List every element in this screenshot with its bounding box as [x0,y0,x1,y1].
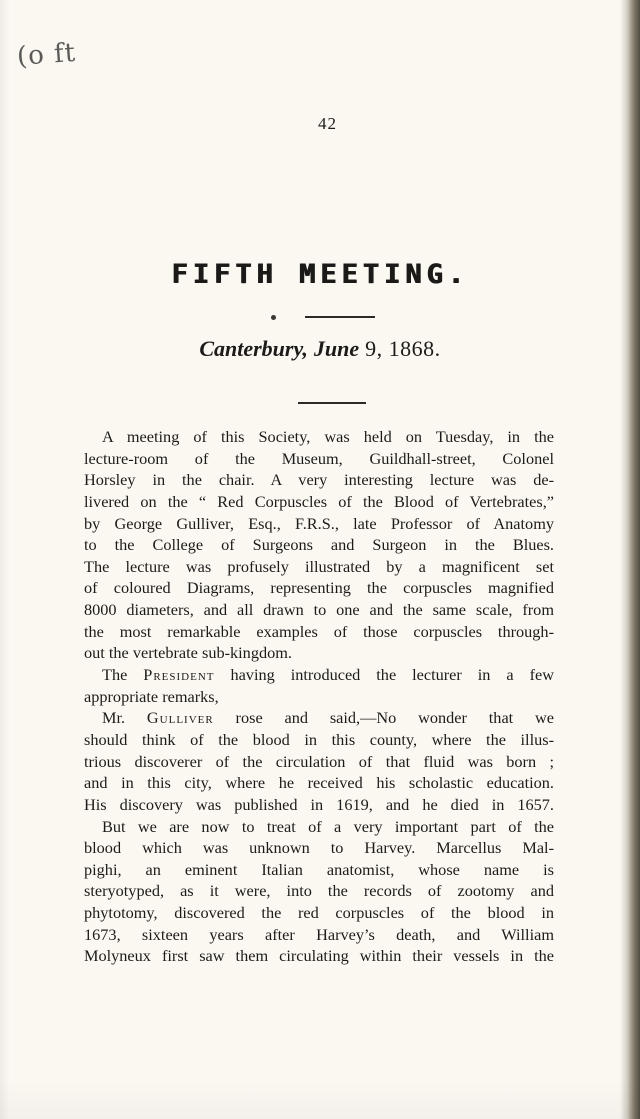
text-line: The lecture was profusely illustrated by a magnificent set [84,556,554,576]
text-fragment: having introduced the lecturer in a few [214,665,554,685]
text-line: to the College of Surgeons and Surgeon in the Blues. [84,535,554,555]
text-line: the most remarkable examples of those corpuscles through- [84,621,554,641]
text-line: should think of the blood in this county, where the illus- [84,729,554,749]
gulliver-line [84,707,554,729]
text-line: 1673, sixteen years after Harvey’s death, and William [84,924,554,944]
president-name: President [143,665,215,685]
text-line: appropriate remarks, [84,686,219,706]
text-line: and in this city, where he received his scholastic education. [84,773,554,793]
section-title: FIFTH MEETING. [171,259,469,290]
text-fragment: Mr. [102,708,147,728]
page-bottom-shade [0,1079,640,1119]
date-rule [298,402,366,404]
date-month: June [313,336,360,361]
president-line [84,664,554,686]
speaker-name: Gulliver [146,708,214,728]
page-number: 42 [318,114,337,133]
text-line: Horsley in the chair. A very interesting lecture was de- [84,470,554,490]
text-line: phytotomy, discovered the red corpuscles of the blood in [84,903,554,923]
text-fragment: The [102,665,144,685]
page-gutter-shadow [0,0,10,1119]
text-line: livered on the “ Red Corpuscles of the Blood of Vertebrates,” [84,491,554,511]
page-edge-shadow [620,0,640,1119]
text-line: trious discoverer of the circulation of that fluid was born ; [84,751,554,771]
text-line: His discovery was published in 1619, and he died in 1657. [84,794,554,814]
text-line: of coloured Diagrams, representing the corpuscles magnified [84,578,554,598]
title-rule [305,316,375,318]
text-line: out the vertebrate sub-kingdom. [84,643,292,663]
text-line: blood which was unknown to Harvey. Marcellus Mal- [84,838,554,858]
handwritten-margin-note: (o ft [16,37,78,72]
meeting-date [100,336,540,362]
date-day-year: 9, 1868. [365,336,441,361]
text-line: steryotyped, as it were, into the records of zootomy and [84,881,554,901]
text-line: 8000 diameters, and all drawn to one and the same scale, from [84,600,554,620]
text-line: lecture-room of the Museum, Guildhall-street, Colonel [84,448,554,468]
text-line: by George Gulliver, Esq., F.R.S., late Professor of Anatomy [84,513,554,533]
text-fragment: rose and said,—No wonder that we [213,708,555,728]
ornament-dot [271,315,276,320]
date-place: Canterbury, [199,336,308,361]
text-line: pighi, an eminent Italian anatomist, whose name is [84,859,554,879]
text-line: A meeting of this Society, was held on Tuesday, in the [102,427,554,446]
text-line: Molyneux first saw them circulating within their vessels in the [84,946,554,966]
text-line: But we are now to treat of a very important part of the [102,816,554,836]
body-text [84,426,554,967]
